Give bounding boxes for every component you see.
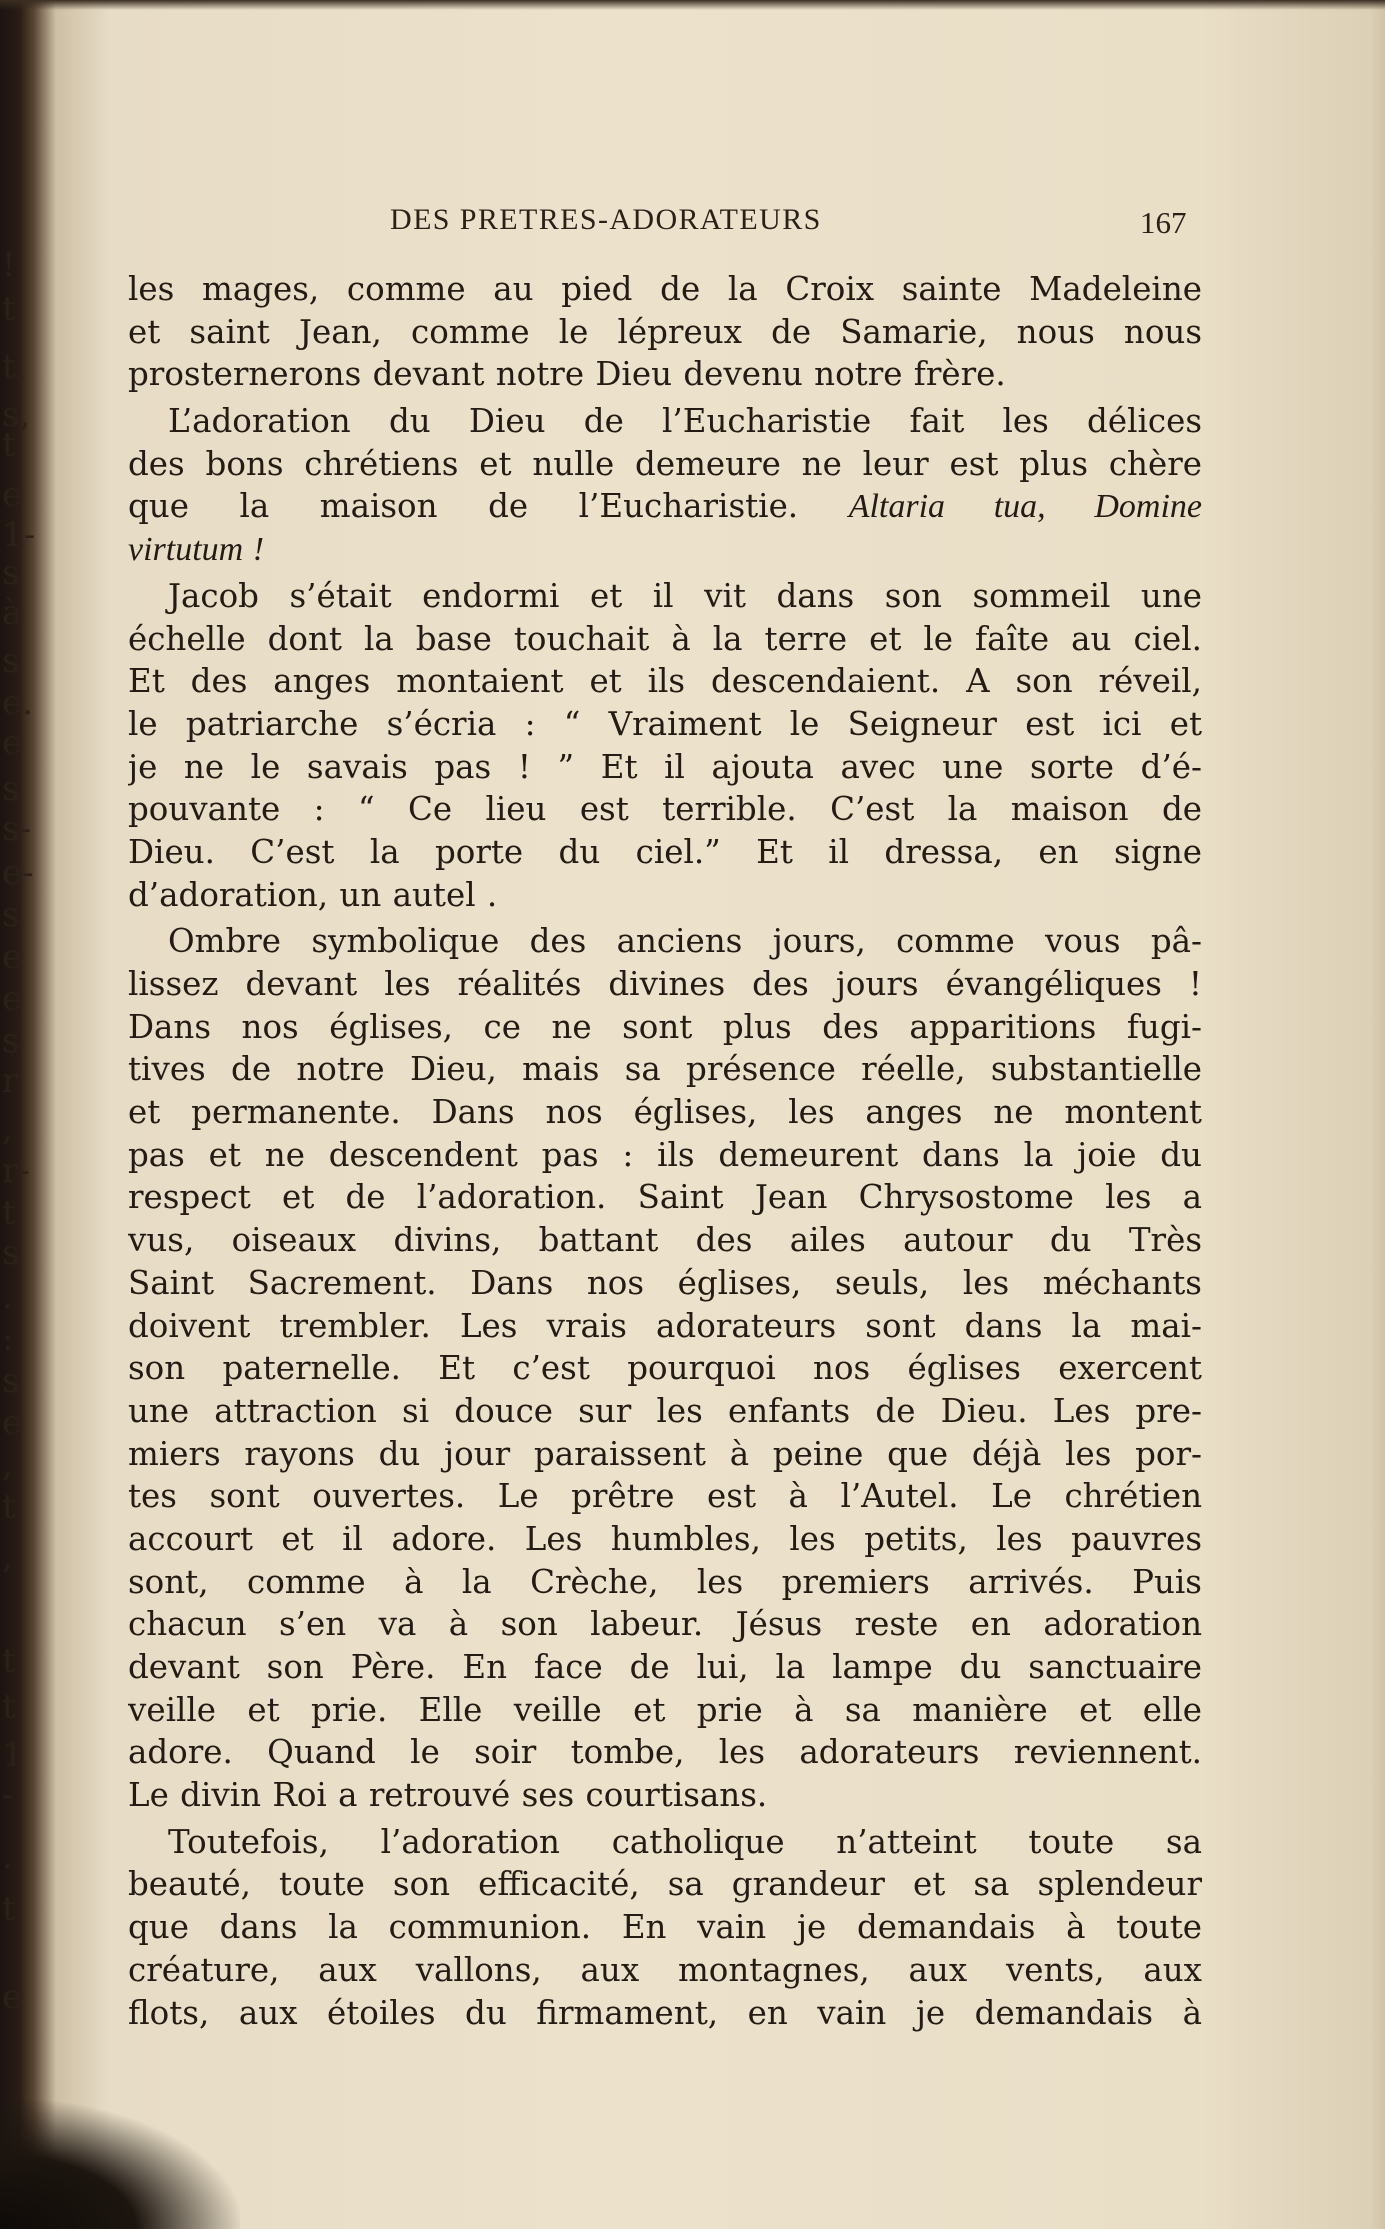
text-line: vus, oiseaux divins, battant des ailes autour du Très	[128, 1221, 1202, 1260]
facing-fragment: s	[2, 769, 20, 809]
page-corner-shadow	[0, 2099, 240, 2229]
text-line: respect et de l’adoration. Saint Jean Chrysostome les a	[128, 1178, 1202, 1217]
facing-fragment: s-	[2, 809, 31, 849]
facing-fragment: r	[2, 1061, 19, 1101]
text-line: miers rayons du jour paraissent à peine que déjà les por-	[128, 1434, 1202, 1473]
facing-fragment: t	[2, 289, 16, 329]
text-line: prosternerons devant notre Dieu devenu notre frère.	[128, 355, 1006, 394]
facing-fragment: e	[2, 475, 23, 515]
text-line: Ombre symbolique des anciens jours, comme vous pâ-	[168, 922, 1202, 961]
facing-fragment: e-	[2, 853, 34, 893]
facing-fragment: .	[2, 1277, 13, 1317]
text-line: Jacob s’était endormi et il vit dans son sommeil une	[168, 576, 1202, 615]
facing-fragment: ,	[2, 1445, 13, 1485]
facing-fragment: t	[2, 1687, 16, 1727]
text-line: tes sont ouvertes. Le prêtre est à l’Autel. Le chrétien	[128, 1477, 1202, 1516]
facing-fragment: e	[2, 723, 23, 763]
text-line: le patriarche s’écria : “ Vraiment le Seigneur est ici et	[128, 704, 1202, 743]
text-line: chacun s’en va à son labeur. Jésus reste en adoration	[128, 1605, 1202, 1644]
facing-fragment: s	[2, 641, 20, 681]
facing-fragment: t	[2, 1641, 16, 1681]
text-line: Dieu. C’est la porte du ciel.” Et il dressa, en signe	[128, 832, 1202, 871]
page-number: 167	[1140, 205, 1187, 240]
facing-fragment: :	[2, 1319, 14, 1359]
text-line: devant son Père. En face de lui, la lampe du sanctuaire	[128, 1648, 1202, 1686]
text-span: que la maison de l’Eucharistie.	[128, 487, 799, 526]
facing-fragment: s	[2, 1361, 20, 1401]
facing-fragment: t	[2, 1487, 16, 1527]
facing-fragment: t	[2, 1193, 16, 1233]
facing-fragment: ,	[2, 1537, 13, 1577]
text-line	[128, 485, 1202, 528]
text-line: créature, aux vallons, aux montagnes, aux vents, aux	[128, 1950, 1202, 1989]
body-text	[128, 268, 1202, 2034]
facing-fragment: s,	[2, 395, 31, 435]
text-line: tives de notre Dieu, mais sa présence réelle, substantielle	[128, 1050, 1202, 1089]
running-title: DES PRETRES-ADORATEURS	[390, 203, 822, 236]
text-line: pouvante : “ Ce lieu est terrible. C’est la maison de	[128, 790, 1202, 829]
text-line: des bons chrétiens et nulle demeure ne leur est plus chère	[128, 444, 1202, 483]
facing-fragment: e	[2, 937, 23, 977]
text-line: L’adoration du Dieu de l’Eucharistie fait les délices	[168, 402, 1202, 441]
facing-fragment: ,	[2, 1109, 13, 1149]
facing-fragment: e	[2, 979, 23, 1019]
facing-fragment: 1-	[2, 515, 36, 555]
text-line: et permanente. Dans nos églises, les anges ne montent	[128, 1093, 1202, 1132]
text-line: je ne le savais pas ! ” Et il ajouta avec une sorte d’é-	[128, 747, 1202, 786]
facing-fragment: s	[2, 895, 20, 935]
text-line: accourt et il adore. Les humbles, les petits, les pauvres	[128, 1519, 1202, 1558]
text-line: veille et prie. Elle veille et prie à sa manière et elle	[128, 1690, 1202, 1729]
page-top-shadow	[0, 0, 1385, 10]
facing-fragment: t	[2, 425, 16, 465]
facing-fragment: e	[2, 1403, 23, 1443]
text-line: que dans la communion. En vain je demandais à toute	[128, 1908, 1202, 1947]
facing-fragment: s	[2, 1021, 20, 1061]
text-line: doivent trembler. Les vrais adorateurs sont dans la mai-	[128, 1306, 1202, 1345]
facing-page-edge	[0, 0, 52, 2229]
text-line: Le divin Roi a retrouvé ses courtisans.	[128, 1776, 768, 1815]
text-line: sont, comme à la Crèche, les premiers arrivés. Puis	[128, 1562, 1202, 1601]
facing-fragment: .	[2, 1837, 13, 1877]
text-line: pas et ne descendent pas : ils demeurent dans la joie du	[128, 1135, 1202, 1174]
text-line: échelle dont la base touchait à la terre et le faîte au ciel.	[128, 619, 1202, 658]
facing-fragment: 1	[2, 1735, 24, 1775]
text-line	[128, 528, 1202, 571]
text-line: les mages, comme au pied de la Croix sainte Madeleine	[128, 270, 1202, 308]
text-line: flots, aux étoiles du firmament, en vain je demandais à	[128, 1993, 1202, 2032]
text-line: lissez devant les réalités divines des jours évangéliques !	[128, 965, 1202, 1003]
facing-fragment: s	[2, 1233, 20, 1273]
text-line: beauté, toute son efficacité, sa grandeur et sa splendeur	[128, 1865, 1202, 1904]
facing-fragment: e.	[2, 683, 33, 723]
text-line: Toutefois, l’adoration catholique n’atteint toute sa	[168, 1822, 1202, 1861]
text-line: adore. Quand le soir tombe, les adorateurs reviennent.	[128, 1733, 1202, 1772]
facing-fragment: à	[2, 593, 23, 633]
facing-fragment: !	[2, 245, 16, 285]
facing-fragment: t	[2, 1889, 16, 1929]
facing-fragment: r-	[2, 1151, 30, 1191]
text-line: Saint Sacrement. Dans nos églises, seuls, les méchants	[128, 1263, 1202, 1302]
latin-quote: Altaria tua, Domine	[848, 488, 1202, 526]
facing-fragment: -	[2, 1775, 14, 1815]
facing-fragment: e	[2, 1977, 23, 2017]
text-line: une attraction si douce sur les enfants de Dieu. Les pre-	[128, 1391, 1202, 1430]
facing-fragment: s	[2, 553, 20, 593]
text-line: son paternelle. Et c’est pourquoi nos églises exercent	[128, 1349, 1202, 1388]
facing-fragment: t.	[2, 347, 27, 387]
text-line: et saint Jean, comme le lépreux de Samarie, nous nous	[128, 312, 1202, 351]
text-line: Et des anges montaient et ils descendaient. A son réveil,	[128, 662, 1202, 701]
text-line: d’adoration, un autel .	[128, 875, 498, 914]
latin-quote-end: virtutum !	[128, 531, 265, 569]
text-line: Dans nos églises, ce ne sont plus des apparitions fugi-	[128, 1007, 1202, 1046]
